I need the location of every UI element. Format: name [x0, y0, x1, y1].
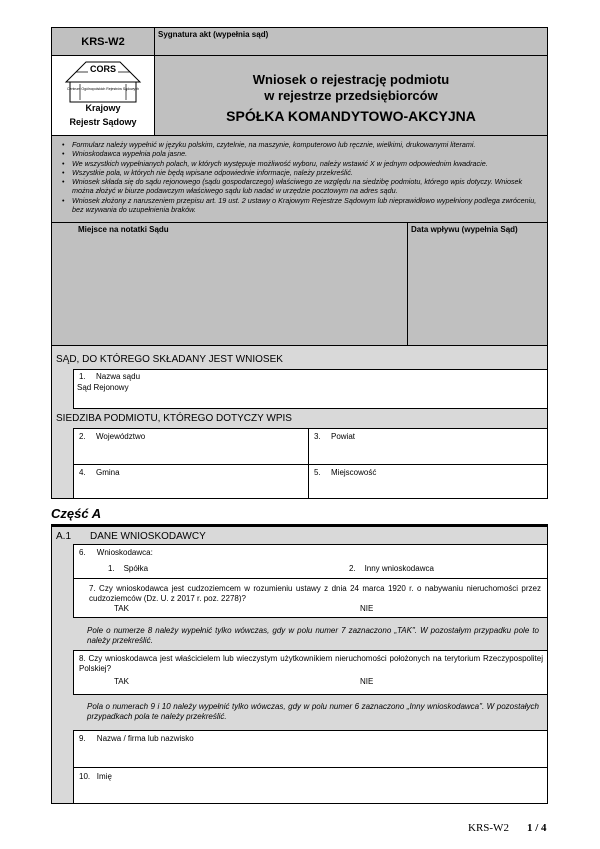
- instructions-box: [51, 135, 548, 223]
- court-section-title: SĄD, DO KTÓREGO SKŁADANY JEST WNIOSEK: [56, 354, 283, 365]
- form-code-cell: [51, 27, 155, 56]
- court-name-value: Sąd Rejonowy: [77, 383, 129, 392]
- footer-code: KRS-W2: [468, 822, 509, 834]
- note-fields-9-10: Pola o numerach 9 i 10 należy wypełnić tylko wówczas, gdy w polu numer 6 zaznaczono „Inny wnioskodawca". W pozostałych przypadkach pola te należy przekreślić.: [87, 702, 539, 721]
- title-line2: w rejestrze przedsiębiorców: [264, 88, 438, 103]
- note-field-8: Pole o numerze 8 należy wypełnić tylko wówczas, gdy w polu numer 7 zaznaczono „TAK". W pozostałym przypadku pole to należy przekreślić.: [87, 626, 539, 645]
- instruction-item: • Wniosek złożony z naruszeniem przepisu art. 19 ust. 2 ustawy o Krajowym Rejestrze Sądowym lub nieprawidłowo wypełniony podlega zwróceniu, bez wzywania do uzupełnienia braków.: [72, 196, 541, 215]
- title-line3: SPÓŁKA KOMANDYTOWO-AKCYJNA: [226, 108, 476, 124]
- commune-number: 4.: [79, 468, 86, 477]
- voivodeship-label: Województwo: [96, 432, 146, 441]
- court-name-number: 1.: [79, 372, 86, 381]
- first-name-field[interactable]: [73, 767, 548, 804]
- court-name-label: Nazwa sądu: [96, 372, 141, 381]
- applicant-type-field: [73, 544, 548, 579]
- voivodeship-number: 2.: [79, 432, 86, 441]
- district-field[interactable]: [308, 428, 548, 465]
- title-line1: Wniosek o rejestrację podmiotu: [252, 72, 450, 87]
- property-yes-option[interactable]: TAK: [114, 677, 129, 686]
- logo-text: CORS: [89, 64, 116, 74]
- form-code: KRS-W2: [81, 36, 125, 48]
- logo-subtext: Centrum Ogólnopolskich Rejestrów Sądowych: [67, 87, 139, 91]
- applicant-type-label: 6. Wnioskodawca:: [79, 548, 153, 557]
- court-signature-cell: [154, 27, 548, 56]
- instructions-list: [60, 140, 541, 214]
- property-question-field: [73, 650, 548, 695]
- part-a-title: Część A: [51, 506, 102, 521]
- commune-field[interactable]: [73, 464, 309, 499]
- foreigner-yes-option[interactable]: TAK: [114, 604, 129, 613]
- foreigner-question-text: 7. Czy wnioskodawca jest cudzoziemcem w rozumieniu ustawy z dnia 24 marca 1920 r. o nabywaniu nieruchomości przez cudzoziemców (Dz. U. z 2017 r. poz. 2278)?: [89, 584, 541, 603]
- receipt-date-label: Data wpływu (wypełnia Sąd): [411, 225, 518, 234]
- logo-cell: [51, 55, 155, 136]
- property-no-option[interactable]: NIE: [360, 677, 374, 686]
- property-question-text: 8. Czy wnioskodawca jest właścicielem lub wieczystym użytkownikiem nieruchomości położonych na terytorium Rzeczypospolitej Polskiej?: [79, 654, 543, 673]
- voivodeship-field[interactable]: [73, 428, 309, 465]
- section-title: DANE WNIOSKODAWCY: [90, 531, 206, 542]
- instruction-item: • Wszystkie pola, w których nie będą wpisane odpowiednie informacje, należy przekreślić.: [72, 168, 541, 177]
- commune-label: Gmina: [96, 468, 120, 477]
- court-notes-label: Miejsce na notatki Sądu: [78, 225, 169, 234]
- instruction-item: • We wszystkich wypełnianych polach, w których występuje możliwość wyboru, należy wstawić X w jednym odpowiednim kwadracie.: [72, 159, 541, 168]
- seat-section-title: SIEDZIBA PODMIOTU, KTÓREGO DOTYCZY WPIS: [56, 413, 292, 424]
- footer-page: 1 / 4: [527, 822, 547, 834]
- receipt-date-area: [407, 222, 548, 346]
- first-name-label: 10. Imię: [79, 772, 112, 781]
- locality-number: 5.: [314, 468, 321, 477]
- court-signature-label: Sygnatura akt (wypełnia sąd): [158, 30, 269, 39]
- instruction-item: • Wniosek składa się do sądu rejonowego (sądu gospodarczego) właściwego ze względu na siedzibę podmiotu, którego wpis dotyczy. Wniosek można złożyć w biurze podawczym właściwego sądu lub nadać w urzędzie pocztowym na adres sądu.: [72, 177, 541, 196]
- locality-label: Miejscowość: [331, 468, 377, 477]
- registry-line1: Krajowy: [85, 103, 121, 113]
- section-code: A.1: [56, 531, 72, 542]
- foreigner-question-field: [73, 578, 548, 618]
- court-notes-area: [51, 222, 408, 346]
- district-label: Powiat: [331, 432, 356, 441]
- instruction-item: • Wnioskodawca wypełnia pola jasne.: [72, 149, 541, 158]
- title-cell: [154, 55, 548, 136]
- court-name-field[interactable]: [73, 369, 548, 409]
- foreigner-no-option[interactable]: NIE: [360, 604, 374, 613]
- locality-field[interactable]: [308, 464, 548, 499]
- instruction-item: • Formularz należy wypełnić w języku polskim, czytelnie, na maszynie, komputerowo lub ręcznie, wielkimi, drukowanymi literami.: [72, 140, 541, 149]
- district-number: 3.: [314, 432, 321, 441]
- applicant-type-company-option[interactable]: 1. Spółka: [108, 564, 149, 573]
- name-field[interactable]: [73, 730, 548, 768]
- applicant-type-other-option[interactable]: 2. Inny wnioskodawca: [349, 564, 434, 573]
- name-label: 9. Nazwa / firma lub nazwisko: [79, 734, 194, 743]
- registry-line2: Rejestr Sądowy: [69, 117, 137, 127]
